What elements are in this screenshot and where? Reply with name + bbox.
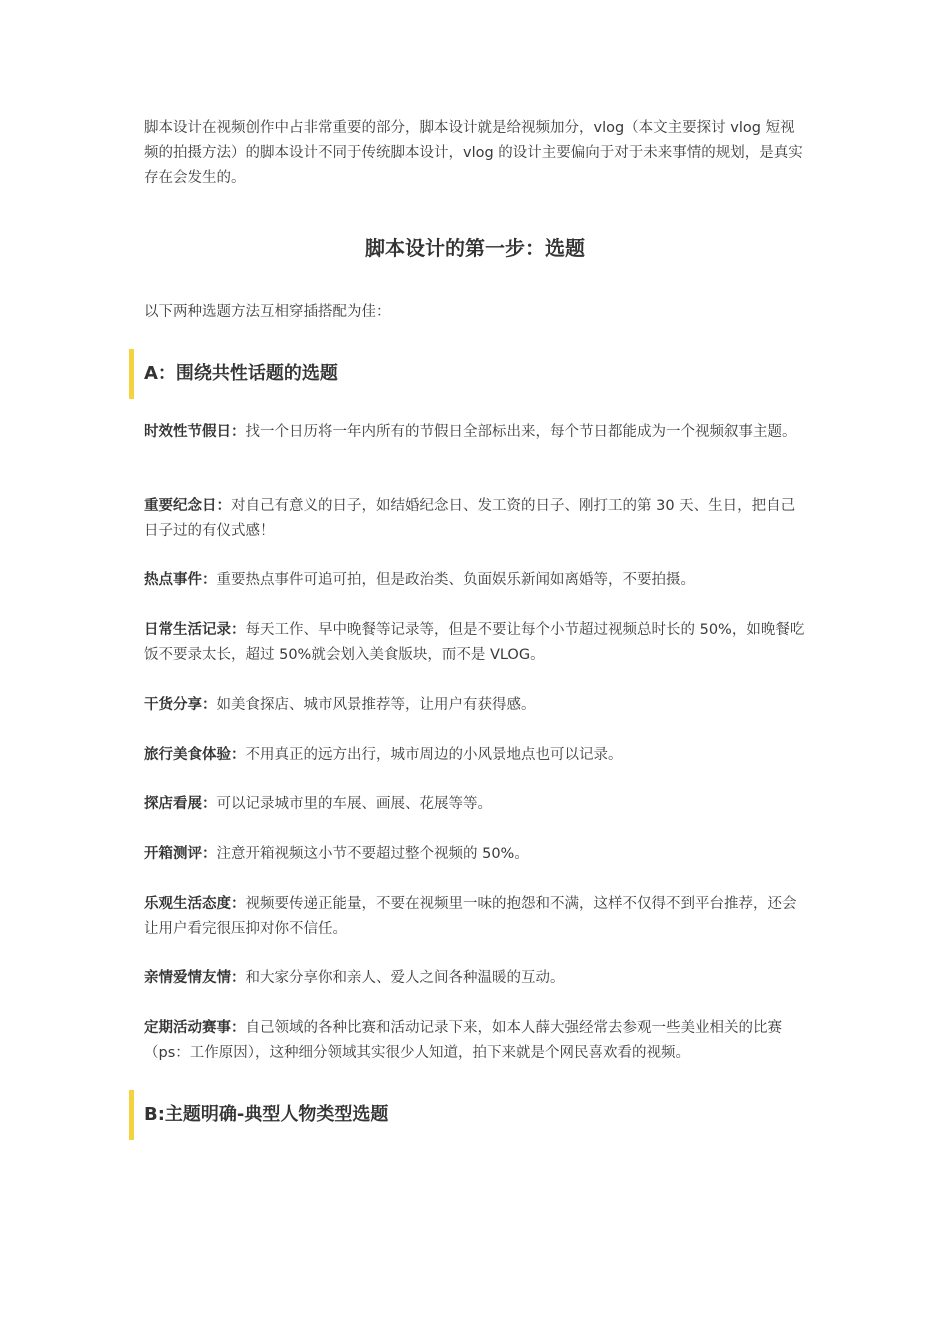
topic-term: 时效性节假日： bbox=[144, 424, 246, 440]
topic-desc: 对自己有意义的日子，如结婚纪念日、发工资的日子、刚打工的第 30 天、生日，把自己日子过的有仪式感！ bbox=[144, 498, 796, 539]
main-title: 脚本设计的第一步：选题 bbox=[365, 236, 585, 260]
topic-item bbox=[144, 618, 808, 668]
topic-item bbox=[144, 743, 808, 768]
topic-item bbox=[144, 842, 808, 867]
topic-term: 探店看展： bbox=[144, 796, 217, 812]
topic-item bbox=[144, 693, 808, 718]
topic-desc: 可以记录城市里的车展、画展、花展等等。 bbox=[216, 796, 492, 812]
topic-term: 重要纪念日： bbox=[144, 498, 231, 514]
topic-term: 亲情爱情友情： bbox=[144, 970, 246, 986]
topic-item bbox=[144, 568, 808, 593]
topic-desc: 注意开箱视频这小节不要超过整个视频的 50%。 bbox=[216, 846, 529, 862]
topic-term: 开箱测评： bbox=[144, 846, 217, 862]
topic-desc: 和大家分享你和亲人、爱人之间各种温暖的互动。 bbox=[245, 970, 565, 986]
topic-item bbox=[144, 1016, 808, 1066]
topic-term: 旅行美食体验： bbox=[144, 747, 246, 763]
topic-item bbox=[144, 966, 808, 991]
topic-item bbox=[144, 892, 808, 942]
topic-desc: 每天工作、早中晚餐等记录等，但是不要让每个小节超过视频总时长的 50%，如晚餐吃饭不要录太长，超过 50%就会划入美食版块，而不是 VLOG。 bbox=[144, 622, 805, 663]
topic-desc: 找一个日历将一年内所有的节假日全部标出来，每个节日都能成为一个视频叙事主题。 bbox=[245, 424, 797, 440]
topic-desc: 自己领域的各种比赛和活动记录下来，如本人薛大强经常去参观一些美业相关的比赛（ps：工作原因），这种细分领域其实很少人知道，拍下来就是个网民喜欢看的视频。 bbox=[144, 1020, 782, 1061]
topic-item bbox=[144, 494, 808, 544]
topic-term: 干货分享： bbox=[144, 697, 217, 713]
topic-desc: 不用真正的远方出行，城市周边的小风景地点也可以记录。 bbox=[245, 747, 623, 763]
topic-desc: 重要热点事件可追可拍，但是政治类、负面娱乐新闻如离婚等，不要拍摄。 bbox=[216, 572, 695, 588]
lead-paragraph: 以下两种选题方法互相穿插搭配为佳： bbox=[144, 304, 391, 320]
intro-paragraph: 脚本设计在视频创作中占非常重要的部分，脚本设计就是给视频加分，vlog（本文主要探讨 vlog 短视频的拍摄方法）的脚本设计不同于传统脚本设计，vlog 的设计主要偏向于对于未来事情的规划，是真实存在会发生的。 bbox=[144, 120, 803, 186]
section-b-heading: B:主题明确-典型人物类型选题 bbox=[129, 1090, 809, 1140]
topic-item bbox=[144, 420, 808, 445]
topic-desc: 如美食探店、城市风景推荐等，让用户有获得感。 bbox=[216, 697, 536, 713]
topic-term: 热点事件： bbox=[144, 572, 217, 588]
topic-term: 日常生活记录： bbox=[144, 622, 246, 638]
topic-term: 乐观生活态度： bbox=[144, 896, 246, 912]
section-a-heading: A：围绕共性话题的选题 bbox=[129, 349, 809, 399]
topic-desc: 视频要传递正能量，不要在视频里一味的抱怨和不满，这样不仅得不到平台推荐，还会让用户看完很压抑对你不信任。 bbox=[144, 896, 797, 937]
topic-term: 定期活动赛事： bbox=[144, 1020, 246, 1036]
topic-item bbox=[144, 792, 808, 817]
